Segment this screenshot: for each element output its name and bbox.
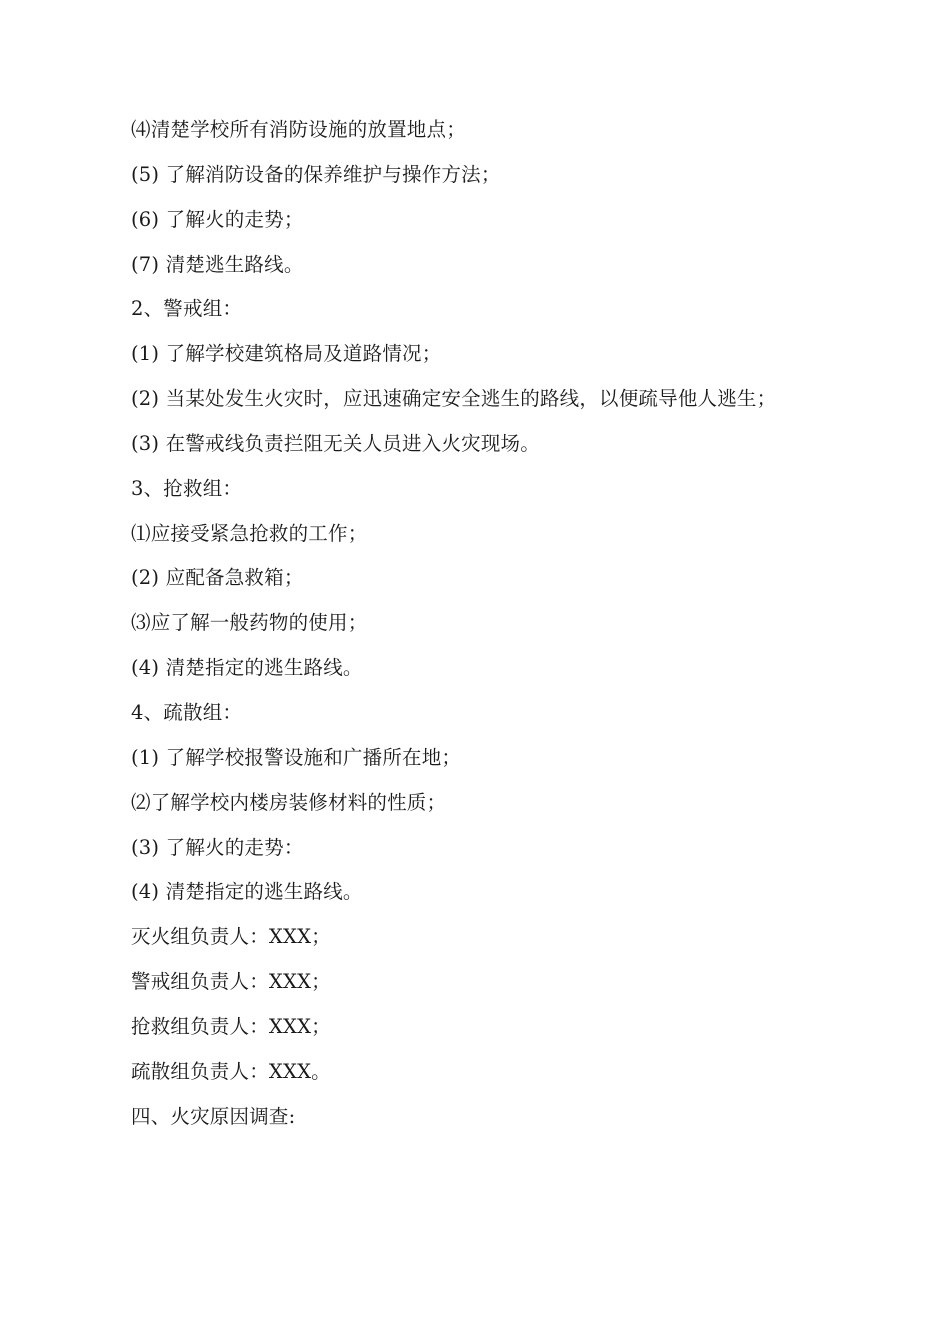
section-heading-evacuation-team: 4、疏散组： bbox=[131, 700, 243, 724]
section-heading-fire-cause: 四、火灾原因调查: bbox=[131, 1104, 296, 1128]
list-item-fire-team-4: ⑷清楚学校所有消防设施的放置地点； bbox=[131, 118, 466, 141]
list-item-evacuation-team-1: (1) 了解学校报警设施和广播所在地； bbox=[131, 745, 462, 769]
leader-rescue-team: 抢救组负责人：XXX； bbox=[131, 1014, 331, 1038]
leader-fire-team: 灭火组负责人：XXX； bbox=[131, 925, 331, 949]
list-item-evacuation-team-2: ⑵了解学校内楼房装修材料的性质； bbox=[131, 790, 447, 814]
list-item-rescue-team-4: (4) 清楚指定的逃生路线。 bbox=[131, 656, 363, 680]
list-item-evacuation-team-4: (4) 清楚指定的逃生路线。 bbox=[131, 880, 363, 904]
list-item-fire-team-7: (7) 清楚逃生路线。 bbox=[131, 252, 304, 276]
list-item-alert-team-3: (3) 在警戒线负责拦阻无关人员进入火灾现场。 bbox=[131, 431, 540, 455]
list-item-rescue-team-3: ⑶应了解一般药物的使用； bbox=[131, 611, 368, 635]
list-item-fire-team-5: (5) 了解消防设备的保养维护与操作方法； bbox=[131, 162, 501, 186]
list-item-rescue-team-1: ⑴应接受紧急抢救的工作； bbox=[131, 521, 368, 545]
leader-alert-team: 警戒组负责人：XXX； bbox=[131, 970, 331, 994]
list-item-alert-team-2: (2) 当某处发生火灾时，应迅速确定安全逃生的路线，以便疏导他人逃生； bbox=[131, 387, 777, 411]
list-item-fire-team-6: (6) 了解火的走势； bbox=[131, 207, 304, 231]
list-item-alert-team-1: (1) 了解学校建筑格局及道路情况； bbox=[131, 342, 442, 366]
section-heading-rescue-team: 3、抢救组： bbox=[131, 476, 243, 500]
list-item-evacuation-team-3: (3) 了解火的走势： bbox=[131, 835, 304, 859]
list-item-rescue-team-2: (2) 应配备急救箱； bbox=[131, 566, 304, 590]
section-heading-alert-team: 2、警戒组： bbox=[131, 297, 243, 321]
document-body bbox=[131, 108, 851, 1139]
leader-evacuation-team: 疏散组负责人：XXX。 bbox=[131, 1059, 331, 1083]
